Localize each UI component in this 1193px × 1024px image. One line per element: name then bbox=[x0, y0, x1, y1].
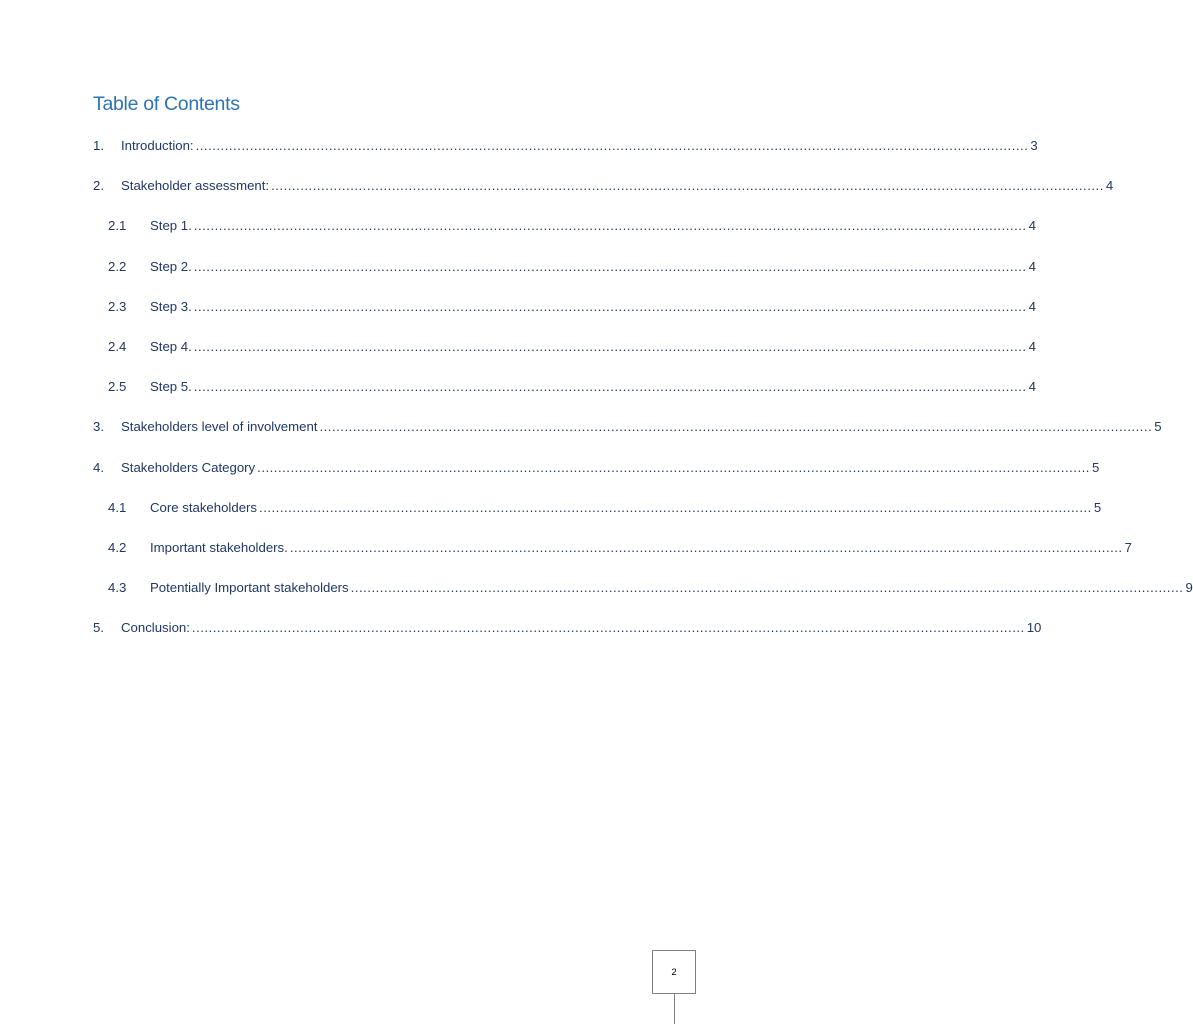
toc-entry-number: 3. bbox=[93, 419, 104, 434]
toc-entry[interactable] bbox=[108, 579, 1193, 597]
toc-entry-number: 4.2 bbox=[108, 540, 127, 555]
toc-dot-leader: ........................................................................................................................................................................................................ bbox=[319, 419, 1153, 434]
toc-dot-leader: ........................................................................................................................................................................................................ bbox=[289, 540, 1123, 555]
toc-entry[interactable] bbox=[108, 217, 1036, 235]
toc-dot-leader: ........................................................................................................................................................................................................ bbox=[350, 580, 1184, 595]
toc-entry-page: 5 bbox=[1154, 419, 1162, 434]
toc-entry-title: Introduction: bbox=[121, 138, 194, 153]
toc-entry[interactable] bbox=[108, 298, 1036, 316]
toc-entry-page: 4 bbox=[1028, 379, 1036, 394]
toc-entry[interactable] bbox=[108, 338, 1036, 356]
toc-dot-leader: ........................................................................................................................................................................................................ bbox=[271, 178, 1104, 193]
toc-dot-leader: ........................................................................................................................................................................................................ bbox=[191, 620, 1025, 635]
toc-entry-title: Important stakeholders. bbox=[150, 540, 288, 555]
toc-entry-number: 4.1 bbox=[108, 500, 127, 515]
toc-entry-title: Stakeholders Category bbox=[121, 460, 256, 475]
toc-entry-number: 2.3 bbox=[108, 299, 127, 314]
toc-entry-number: 2. bbox=[93, 178, 104, 193]
toc-dot-leader: ........................................................................................................................................................................................................ bbox=[257, 460, 1090, 475]
toc-entry-page: 7 bbox=[1124, 540, 1132, 555]
toc-entry-title: Step 3. bbox=[150, 299, 192, 314]
toc-entry-title: Conclusion: bbox=[121, 620, 190, 635]
toc-dot-leader: ........................................................................................................................................................................................................ bbox=[259, 500, 1092, 515]
toc-entry[interactable] bbox=[108, 378, 1036, 396]
toc-entry-number: 4.3 bbox=[108, 580, 127, 595]
toc-dot-leader: ........................................................................................................................................................................................................ bbox=[193, 259, 1027, 274]
toc-entry[interactable] bbox=[108, 499, 1102, 517]
toc-title: Table of Contents bbox=[93, 93, 240, 115]
toc-entry-number: 2.5 bbox=[108, 379, 127, 394]
toc-dot-leader: ........................................................................................................................................................................................................ bbox=[193, 339, 1027, 354]
toc-entry[interactable] bbox=[93, 418, 1162, 436]
toc-entry-page: 5 bbox=[1093, 500, 1102, 515]
toc-entry-page: 10 bbox=[1026, 620, 1042, 635]
toc-entry-page: 4 bbox=[1105, 178, 1114, 193]
toc-entry-title: Step 1. bbox=[150, 218, 192, 233]
page-number-connector bbox=[674, 994, 675, 1024]
toc-entry-number: 2.1 bbox=[108, 218, 127, 233]
toc-entry-number: 4. bbox=[93, 460, 104, 475]
toc-dot-leader: ........................................................................................................................................................................................................ bbox=[193, 379, 1027, 394]
toc-entry-title: Stakeholder assessment: bbox=[121, 178, 270, 193]
toc-entry-page: 4 bbox=[1028, 299, 1036, 314]
toc-entry-number: 2.2 bbox=[108, 259, 127, 274]
toc-entry-page: 4 bbox=[1028, 259, 1036, 274]
toc-entry-page: 4 bbox=[1028, 218, 1036, 233]
toc-entry-title: Step 4. bbox=[150, 339, 192, 354]
toc-entry-title: Stakeholders level of involvement bbox=[121, 419, 318, 434]
toc-entry-number: 1. bbox=[93, 138, 104, 153]
page-number: 2 bbox=[671, 966, 677, 978]
toc-entry[interactable] bbox=[93, 137, 1038, 155]
toc-entry[interactable] bbox=[93, 177, 1114, 195]
toc-entry[interactable] bbox=[108, 539, 1132, 557]
toc-entry[interactable] bbox=[93, 459, 1100, 477]
toc-entry-title: Step 2. bbox=[150, 259, 192, 274]
toc-entry-page: 5 bbox=[1091, 460, 1100, 475]
toc-entry-title: Potentially Important stakeholders bbox=[150, 580, 349, 595]
toc-dot-leader: ........................................................................................................................................................................................................ bbox=[193, 299, 1027, 314]
toc-entry-title: Core stakeholders bbox=[150, 500, 258, 515]
toc-dot-leader: ........................................................................................................................................................................................................ bbox=[195, 138, 1029, 153]
toc-entry-number: 5. bbox=[93, 620, 104, 635]
toc-entry[interactable] bbox=[93, 619, 1042, 637]
page-number-box bbox=[652, 950, 696, 994]
toc-entry-number: 2.4 bbox=[108, 339, 127, 354]
toc-entry-page: 9 bbox=[1185, 580, 1193, 595]
toc-entry-page: 4 bbox=[1028, 339, 1036, 354]
toc-entry-title: Step 5. bbox=[150, 379, 192, 394]
toc-dot-leader: ........................................................................................................................................................................................................ bbox=[193, 218, 1027, 233]
toc-entry-page: 3 bbox=[1030, 138, 1038, 153]
toc-entry[interactable] bbox=[108, 258, 1036, 276]
